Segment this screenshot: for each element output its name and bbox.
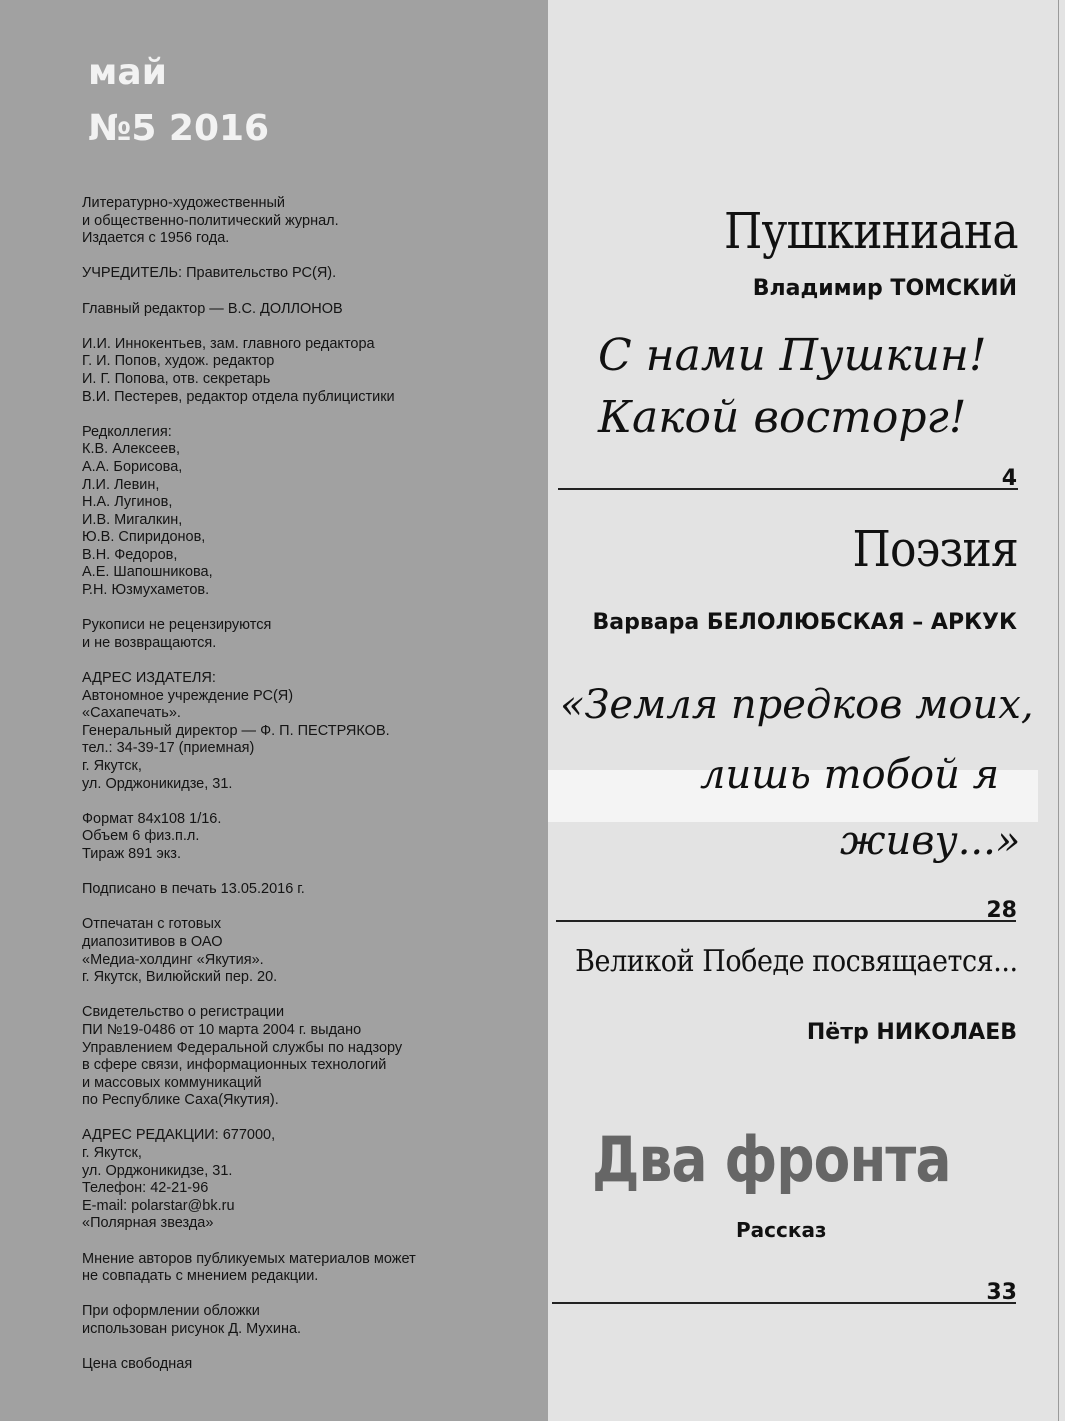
imprint-block: [82, 670, 522, 793]
imprint-line: E-mail: polarstar@bk.ru: [82, 1197, 235, 1214]
imprint-line: К.В. Алексеев,: [82, 441, 181, 458]
imprint-block: [82, 301, 522, 319]
imprint-block: [82, 424, 522, 600]
story-title: Два фронта: [592, 1123, 951, 1196]
imprint-line: А.А. Борисова,: [82, 458, 183, 475]
imprint-block: [82, 881, 522, 899]
imprint-line: тел.: 34-39-17 (приемная): [82, 740, 255, 757]
imprint-block: [82, 1303, 522, 1338]
imprint-line: г. Якутск,: [82, 1145, 142, 1162]
imprint-line: г. Якутск,: [82, 758, 142, 774]
imprint-line: Автономное учреждение РС(Я): [82, 687, 294, 704]
imprint-line: Р.Н. Юзмухаметов.: [82, 582, 210, 599]
imprint-line: Управлением Федеральной службы по надзору: [82, 1039, 403, 1056]
imprint-line: «Полярная звезда»: [82, 1215, 214, 1232]
imprint-block: [82, 1004, 522, 1110]
imprint-line: Ю.В. Спиридонов,: [82, 529, 206, 546]
imprint-line: Рукописи не рецензируются: [82, 617, 272, 634]
imprint-line: Литературно-художественный: [82, 195, 285, 211]
issue-number: №5 2016: [88, 108, 270, 149]
imprint-line: И. Г. Попова, отв. секретарь: [82, 370, 271, 387]
imprint-line: в сфере связи, информационных технологий: [82, 1057, 387, 1074]
title-pushkin-line1: С нами Пушкин!: [598, 330, 987, 381]
title-poetry-line2: лишь тобой я: [700, 752, 1000, 798]
imprint-line: Генеральный директор — Ф. П. ПЕСТРЯКОВ.: [82, 722, 390, 739]
imprint-line: АДРЕС ИЗДАТЕЛЯ:: [82, 670, 216, 687]
imprint-line: не совпадать с мнением редакции.: [82, 1268, 319, 1285]
issue-month: май: [88, 52, 167, 93]
author-belolyubskaya: Варвара БЕЛОЛЮБСКАЯ – АРКУК: [592, 610, 1017, 635]
page-number-28: 28: [986, 898, 1017, 923]
author-nikolaev: Пётр НИКОЛАЕВ: [806, 1020, 1017, 1045]
imprint-line: Отпечатан с готовых: [82, 916, 222, 933]
imprint-line: Формат 84х108 1/16.: [82, 810, 222, 827]
imprint-line: ул. Орджоникидзе, 31.: [82, 1162, 233, 1179]
imprint-line: ПИ №19-0486 от 10 марта 2004 г. выдано: [82, 1021, 362, 1038]
imprint-line: Н.А. Лугинов,: [82, 494, 173, 511]
imprint-line: Подписано в печать 13.05.2016 г.: [82, 881, 305, 898]
imprint-line: АДРЕС РЕДАКЦИИ: 677000,: [82, 1127, 276, 1144]
page-number-4: 4: [1001, 466, 1017, 491]
divider-rule: [556, 920, 1016, 922]
imprint-line: Главный редактор — В.С. ДОЛЛОНОВ: [82, 300, 343, 317]
imprint-line: Г. И. Попов, худож. редактор: [82, 353, 275, 370]
imprint-line: УЧРЕДИТЕЛЬ: Правительство РС(Я).: [82, 265, 337, 282]
imprint-line: Телефон: 42-21-96: [82, 1180, 209, 1197]
imprint-line: и не возвращаются.: [82, 634, 217, 651]
imprint-block: [82, 265, 522, 283]
imprint-line: Цена свободная: [82, 1356, 193, 1373]
imprint-line: Свидетельство о регистрации: [82, 1004, 285, 1021]
imprint-line: При оформлении обложки: [82, 1303, 260, 1320]
imprint-line: И.И. Иннокентьев, зам. главного редактора: [82, 335, 375, 352]
title-poetry-line3: живу...»: [840, 818, 1021, 864]
imprint-line: г. Якутск, Вилюйский пер. 20.: [82, 969, 278, 986]
imprint-block: [82, 811, 522, 864]
page-number-33: 33: [986, 1280, 1017, 1305]
imprint-line: Издается с 1956 года.: [82, 230, 230, 247]
divider-rule: [558, 488, 1018, 490]
story-genre: Рассказ: [736, 1218, 827, 1242]
imprint-line: диапозитивов в ОАО: [82, 933, 223, 950]
imprint-line: и общественно-политический журнал.: [82, 212, 339, 229]
imprint-block: [82, 336, 522, 406]
imprint-line: Мнение авторов публикуемых материалов может: [82, 1250, 416, 1267]
imprint-line: Л.И. Левин,: [82, 476, 160, 493]
imprint-line: «Сахапечать».: [82, 705, 181, 722]
imprint-line: использован рисунок Д. Мухина.: [82, 1321, 302, 1337]
section-title-poetry: Поэзия: [852, 520, 1018, 578]
imprint-line: «Медиа-холдинг «Якутия».: [82, 951, 264, 968]
imprint-line: И.В. Мигалкин,: [82, 511, 183, 528]
imprint-line: Редколлегия:: [82, 423, 172, 440]
imprint-block: [82, 617, 522, 652]
imprint-line: В.И. Пестерев, редактор отдела публицистики: [82, 388, 395, 405]
section-title-pushkiniana: Пушкиниана: [724, 202, 1018, 260]
imprint-line: ул. Орджоникидзе, 31.: [82, 775, 233, 792]
author-tomsky: Владимир ТОМСКИЙ: [752, 276, 1017, 301]
imprint-line: А.Е. Шапошникова,: [82, 564, 213, 581]
imprint-block: [82, 1127, 522, 1233]
title-pushkin-line2: Какой восторг!: [598, 392, 967, 443]
imprint-line: В.Н. Федоров,: [82, 546, 178, 563]
section-title-victory: Великой Победе посвящается...: [575, 944, 1018, 979]
title-poetry-line1: «Земля предков моих,: [560, 682, 1034, 728]
divider-rule: [552, 1302, 1016, 1304]
imprint-text: [82, 195, 522, 1391]
imprint-block: [82, 916, 522, 986]
imprint-line: по Республике Саха(Якутия).: [82, 1092, 279, 1109]
imprint-block: [82, 195, 522, 248]
imprint-line: Тираж 891 экз.: [82, 845, 181, 862]
imprint-block: [82, 1356, 522, 1374]
imprint-line: и массовых коммуникаций: [82, 1074, 262, 1091]
imprint-line: Объем 6 физ.п.л.: [82, 828, 200, 845]
imprint-block: [82, 1251, 522, 1286]
